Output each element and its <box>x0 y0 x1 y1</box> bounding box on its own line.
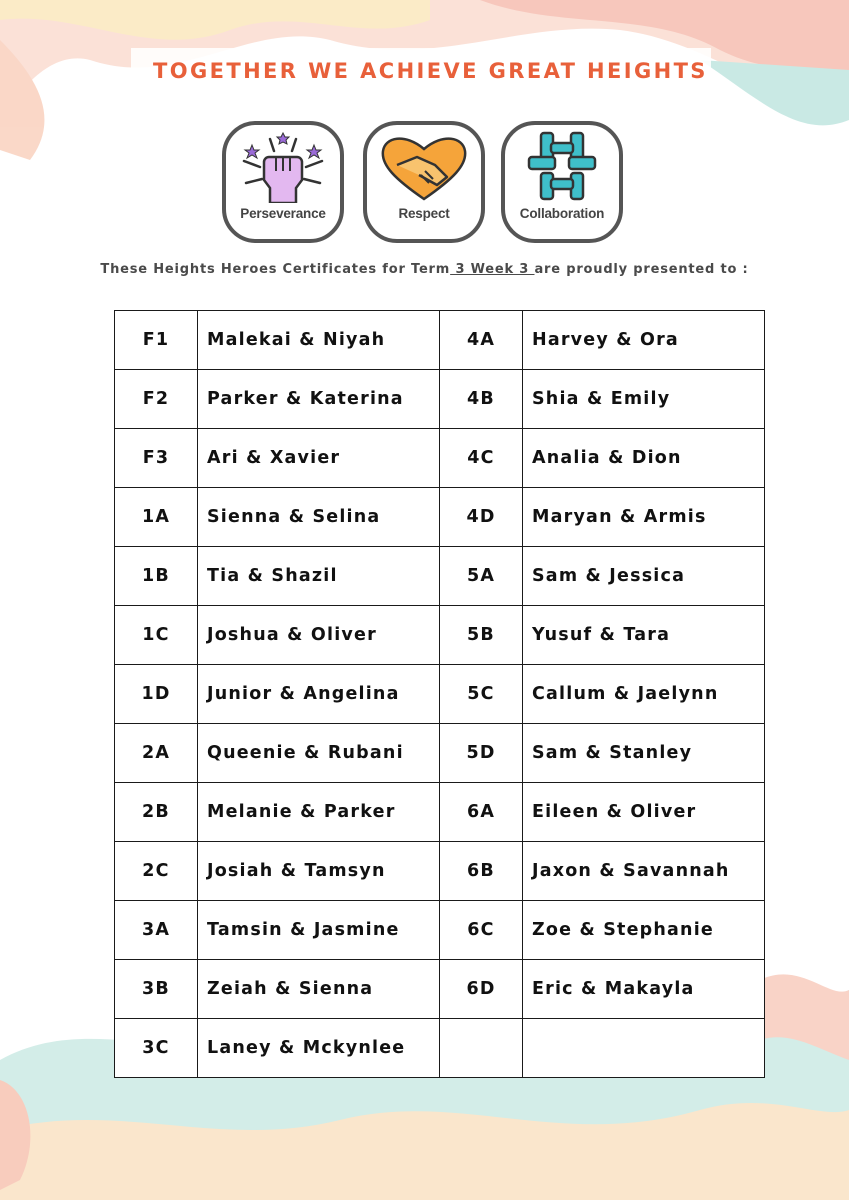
respect-label: Respect <box>398 206 450 221</box>
names-cell: Sam & Stanley <box>523 724 765 783</box>
names-cell: Maryan & Armis <box>523 488 765 547</box>
class-cell: 4C <box>440 429 523 488</box>
class-cell: 2B <box>115 783 198 842</box>
table-row <box>115 783 765 842</box>
intro-after: are proudly presented to : <box>534 262 749 277</box>
intro-text <box>0 262 849 277</box>
names-cell: Zeiah & Sienna <box>198 960 440 1019</box>
collaboration-badge <box>501 121 623 243</box>
class-cell: 5A <box>440 547 523 606</box>
names-cell: Harvey & Ora <box>523 311 765 370</box>
names-cell: Callum & Jaelynn <box>523 665 765 724</box>
class-cell: 1B <box>115 547 198 606</box>
respect-badge <box>363 121 485 243</box>
class-cell: 5B <box>440 606 523 665</box>
class-cell <box>440 1019 523 1078</box>
class-cell: 4D <box>440 488 523 547</box>
names-cell: Melanie & Parker <box>198 783 440 842</box>
names-cell: Yusuf & Tara <box>523 606 765 665</box>
names-cell: Sam & Jessica <box>523 547 765 606</box>
class-cell: 2C <box>115 842 198 901</box>
names-cell: Junior & Angelina <box>198 665 440 724</box>
title-banner <box>131 48 711 94</box>
names-cell: Sienna & Selina <box>198 488 440 547</box>
table-row <box>115 1019 765 1078</box>
table-row <box>115 901 765 960</box>
table-row <box>115 960 765 1019</box>
handshake-heart-icon <box>375 131 473 203</box>
class-cell: 4B <box>440 370 523 429</box>
names-cell: Shia & Emily <box>523 370 765 429</box>
school-values-badges <box>0 121 849 249</box>
class-cell: F3 <box>115 429 198 488</box>
table-row <box>115 429 765 488</box>
certificate-table <box>114 310 765 1078</box>
term-week: 3 Week 3 <box>450 262 535 277</box>
names-cell: Tia & Shazil <box>198 547 440 606</box>
perseverance-label: Perseverance <box>240 206 326 221</box>
class-cell: 5D <box>440 724 523 783</box>
class-cell: F1 <box>115 311 198 370</box>
names-cell: Jaxon & Savannah <box>523 842 765 901</box>
names-cell: Analia & Dion <box>523 429 765 488</box>
names-cell: Joshua & Oliver <box>198 606 440 665</box>
class-cell: 4A <box>440 311 523 370</box>
table-row <box>115 311 765 370</box>
table-row <box>115 370 765 429</box>
table-row <box>115 488 765 547</box>
class-cell: 6C <box>440 901 523 960</box>
intro-before: These Heights Heroes Certificates for Term <box>100 262 451 277</box>
names-cell: Josiah & Tamsyn <box>198 842 440 901</box>
class-cell: 6A <box>440 783 523 842</box>
names-cell <box>523 1019 765 1078</box>
class-cell: 1A <box>115 488 198 547</box>
table-row <box>115 665 765 724</box>
names-cell: Parker & Katerina <box>198 370 440 429</box>
class-cell: 3B <box>115 960 198 1019</box>
collaboration-label: Collaboration <box>519 206 605 221</box>
page-title: TOGETHER WE ACHIEVE GREAT HEIGHTS <box>153 59 708 83</box>
class-cell: 1D <box>115 665 198 724</box>
names-cell: Queenie & Rubani <box>198 724 440 783</box>
names-cell: Zoe & Stephanie <box>523 901 765 960</box>
table-row <box>115 606 765 665</box>
raised-fist-icon <box>234 131 332 203</box>
class-cell: 6B <box>440 842 523 901</box>
names-cell: Ari & Xavier <box>198 429 440 488</box>
perseverance-badge <box>222 121 344 243</box>
names-cell: Eric & Makayla <box>523 960 765 1019</box>
class-cell: 3C <box>115 1019 198 1078</box>
table-row <box>115 842 765 901</box>
class-cell: F2 <box>115 370 198 429</box>
table-row <box>115 547 765 606</box>
class-cell: 2A <box>115 724 198 783</box>
class-cell: 3A <box>115 901 198 960</box>
class-cell: 6D <box>440 960 523 1019</box>
names-cell: Laney & Mckynlee <box>198 1019 440 1078</box>
joined-hands-icon <box>513 131 611 203</box>
table-row <box>115 724 765 783</box>
names-cell: Eileen & Oliver <box>523 783 765 842</box>
class-cell: 5C <box>440 665 523 724</box>
names-cell: Malekai & Niyah <box>198 311 440 370</box>
class-cell: 1C <box>115 606 198 665</box>
names-cell: Tamsin & Jasmine <box>198 901 440 960</box>
